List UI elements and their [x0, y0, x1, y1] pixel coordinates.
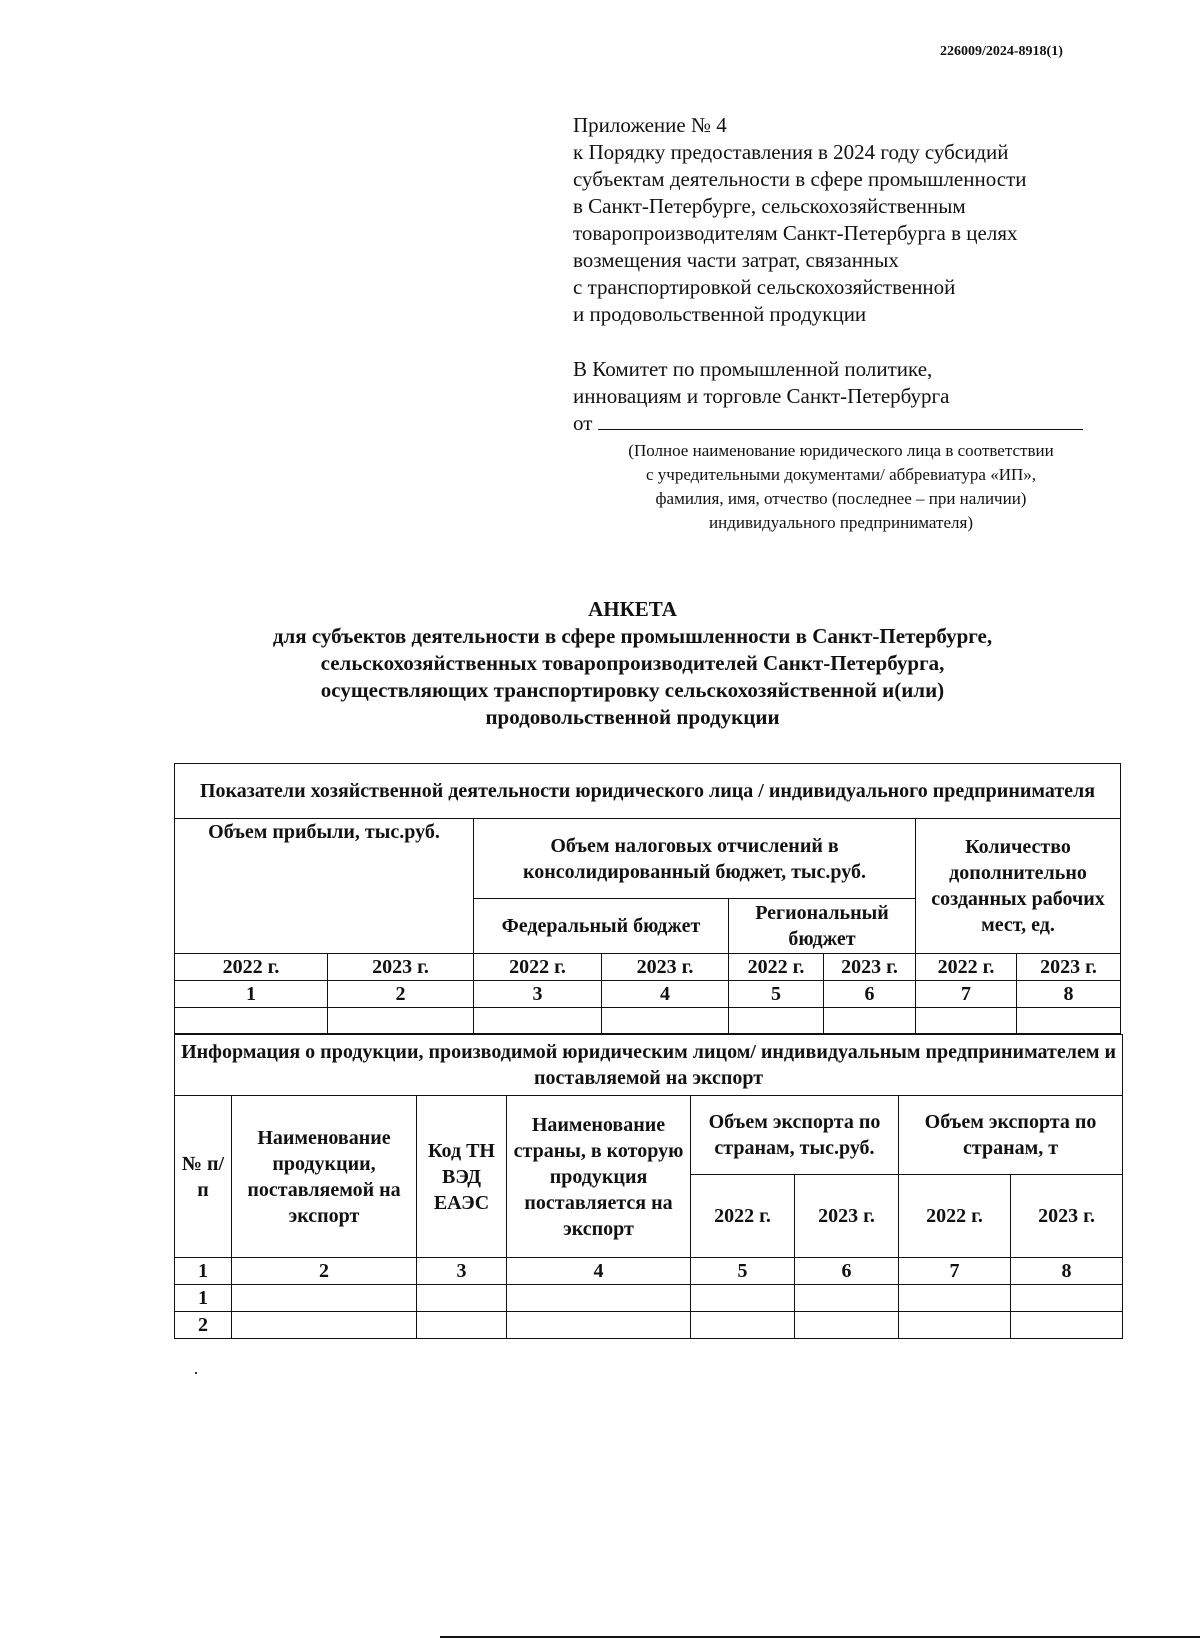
- year-cell: 2022 г.: [474, 954, 602, 981]
- column-number: 4: [602, 981, 729, 1008]
- column-number: 7: [916, 981, 1017, 1008]
- jobs-header: Количество дополнительно созданных рабочих мест, ед.: [916, 819, 1121, 954]
- column-number: 3: [474, 981, 602, 1008]
- appendix-line: в Санкт-Петербурге, сельскохозяйственным: [573, 194, 966, 218]
- input-cell[interactable]: [1011, 1285, 1123, 1312]
- column-number: 6: [795, 1258, 899, 1285]
- input-cell[interactable]: [507, 1285, 691, 1312]
- input-cell[interactable]: [795, 1285, 899, 1312]
- from-row: [573, 410, 1083, 437]
- form-title: [150, 596, 1115, 731]
- row-number-header: № п/п: [175, 1096, 232, 1258]
- addressee-line: В Комитет по промышленной политике,: [573, 357, 933, 381]
- hint-line: фамилия, имя, отчество (последнее – при наличии): [655, 489, 1027, 508]
- year-cell: 2023 г.: [328, 954, 474, 981]
- input-cell[interactable]: [417, 1285, 507, 1312]
- input-cell[interactable]: [474, 1008, 602, 1034]
- appendix-line: с транспортировкой сельскохозяйственной: [573, 275, 956, 299]
- input-cell[interactable]: [175, 1008, 328, 1034]
- column-number: 5: [729, 981, 824, 1008]
- country-header: Наименование страны, в которую продукция поставляется на экспорт: [507, 1096, 691, 1258]
- year-cell: 2022 г.: [899, 1175, 1011, 1258]
- hint-line: (Полное наименование юридического лица в соответствии: [628, 441, 1054, 460]
- profit-header: Объем прибыли, тыс.руб.: [175, 819, 474, 954]
- row-number: 1: [175, 1285, 232, 1312]
- business-indicators-table: [174, 763, 1121, 1034]
- input-cell[interactable]: [795, 1312, 899, 1339]
- appendix-line: и продовольственной продукции: [573, 302, 867, 326]
- year-cell: 2023 г.: [795, 1175, 899, 1258]
- column-number: 2: [232, 1258, 417, 1285]
- scan-speck: [195, 1372, 197, 1374]
- from-label: от: [573, 411, 593, 435]
- appendix-line: возмещения части затрат, связанных: [573, 248, 899, 272]
- document-number: 226009/2024-8918(1): [940, 44, 1063, 59]
- column-number: 8: [1017, 981, 1121, 1008]
- appendix-line: товаропроизводителям Санкт-Петербурга в целях: [573, 221, 1018, 245]
- input-cell[interactable]: [602, 1008, 729, 1034]
- input-cell[interactable]: [1011, 1312, 1123, 1339]
- input-cell[interactable]: [232, 1312, 417, 1339]
- addressee-block: [573, 356, 1083, 437]
- column-number: 3: [417, 1258, 507, 1285]
- input-cell[interactable]: [899, 1285, 1011, 1312]
- input-cell[interactable]: [691, 1312, 795, 1339]
- column-number: 6: [824, 981, 916, 1008]
- table1-header: Показатели хозяйственной деятельности юридического лица / индивидуального предпринимателя: [175, 764, 1121, 819]
- column-number: 2: [328, 981, 474, 1008]
- name-hint: [572, 439, 1110, 535]
- title-line: для субъектов деятельности в сфере промышленности в Санкт-Петербурге,: [272, 624, 993, 648]
- input-cell[interactable]: [417, 1312, 507, 1339]
- column-number: 5: [691, 1258, 795, 1285]
- federal-header: Федеральный бюджет: [474, 899, 729, 954]
- appendix-line: к Порядку предоставления в 2024 году субсидий: [573, 140, 1009, 164]
- hint-line: с учредительными документами/ аббревиатура «ИП»,: [645, 465, 1037, 484]
- table2-header: Информация о продукции, производимой юридическим лицом/ индивидуальным предпринимателем и поставляемой на экспорт: [175, 1035, 1123, 1096]
- taxes-header: Объем налоговых отчислений в консолидированный бюджет, тыс.руб.: [474, 819, 916, 899]
- year-cell: 2023 г.: [1011, 1175, 1123, 1258]
- year-cell: 2022 г.: [691, 1175, 795, 1258]
- input-cell[interactable]: [328, 1008, 474, 1034]
- title-line: продовольственной продукции: [485, 705, 780, 729]
- appendix-line: субъектам деятельности в сфере промышленности: [573, 167, 1027, 191]
- year-cell: 2022 г.: [175, 954, 328, 981]
- row-number: 2: [175, 1312, 232, 1339]
- addressee-line: инновациям и торговле Санкт-Петербурга: [573, 384, 950, 408]
- year-cell: 2023 г.: [1017, 954, 1121, 981]
- year-cell: 2023 г.: [824, 954, 916, 981]
- page-bottom-rule: [440, 1636, 1200, 1638]
- export-rub-header: Объем экспорта по странам, тыс.руб.: [691, 1096, 899, 1175]
- year-cell: 2023 г.: [602, 954, 729, 981]
- title-heading: АНКЕТА: [588, 597, 677, 621]
- year-cell: 2022 г.: [916, 954, 1017, 981]
- input-cell[interactable]: [729, 1008, 824, 1034]
- input-cell[interactable]: [824, 1008, 916, 1034]
- column-number: 7: [899, 1258, 1011, 1285]
- export-products-table: [174, 1034, 1123, 1339]
- customs-code-header: Код ТН ВЭД ЕАЭС: [417, 1096, 507, 1258]
- column-number: 1: [175, 981, 328, 1008]
- appendix-line: Приложение № 4: [573, 113, 727, 137]
- input-cell[interactable]: [232, 1285, 417, 1312]
- input-cell[interactable]: [1017, 1008, 1121, 1034]
- column-number: 1: [175, 1258, 232, 1285]
- column-number: 8: [1011, 1258, 1123, 1285]
- hint-line: индивидуального предпринимателя): [709, 513, 973, 532]
- title-line: осуществляющих транспортировку сельскохозяйственной и(или): [320, 678, 945, 702]
- from-name-field[interactable]: [598, 411, 1083, 430]
- input-cell[interactable]: [899, 1312, 1011, 1339]
- year-cell: 2022 г.: [729, 954, 824, 981]
- product-name-header: Наименование продукции, поставляемой на экспорт: [232, 1096, 417, 1258]
- title-line: сельскохозяйственных товаропроизводителей Санкт-Петербурга,: [320, 651, 945, 675]
- input-cell[interactable]: [916, 1008, 1017, 1034]
- export-tons-header: Объем экспорта по странам, т: [899, 1096, 1123, 1175]
- column-number: 4: [507, 1258, 691, 1285]
- appendix-block: [573, 112, 1113, 328]
- regional-header: Региональный бюджет: [729, 899, 916, 954]
- input-cell[interactable]: [691, 1285, 795, 1312]
- input-cell[interactable]: [507, 1312, 691, 1339]
